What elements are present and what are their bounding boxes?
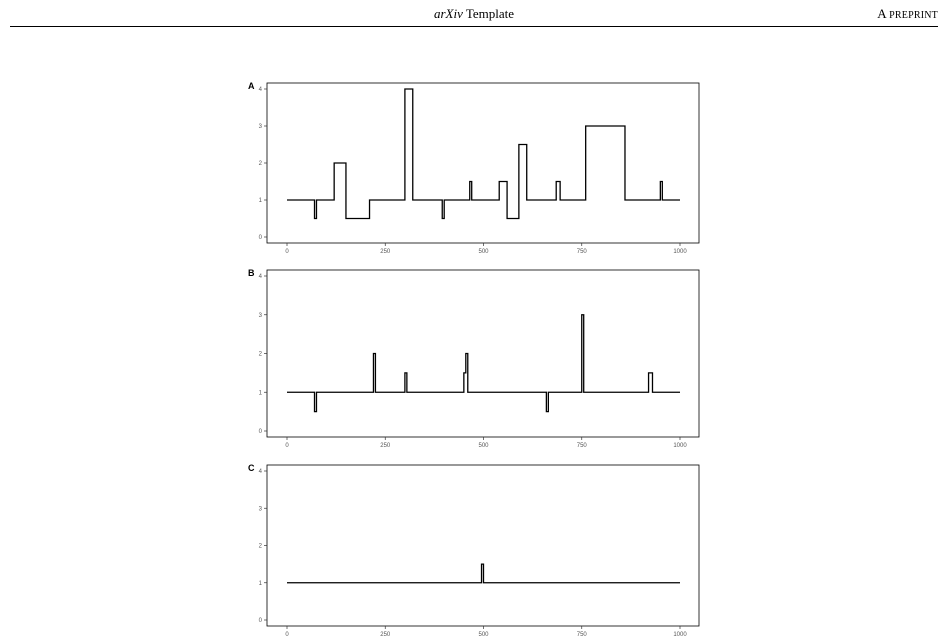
- panel-label: A: [248, 81, 255, 91]
- x-tick-label: 250: [380, 249, 391, 255]
- x-tick-label: 250: [380, 632, 391, 638]
- y-tick-label: 2: [258, 543, 262, 550]
- y-tick-label: 0: [258, 429, 262, 436]
- x-tick-label: 500: [478, 443, 489, 449]
- x-tick-label: 0: [285, 632, 289, 638]
- y-tick-label: 4: [258, 87, 262, 94]
- y-tick-label: 4: [258, 274, 262, 281]
- preprint-label-rest: PREPRINT: [889, 10, 938, 21]
- x-tick-label: 500: [478, 632, 489, 638]
- x-tick-label: 1000: [673, 249, 687, 255]
- series-line: [287, 315, 680, 412]
- x-tick-label: 250: [380, 443, 391, 449]
- y-tick-label: 3: [258, 506, 262, 513]
- y-tick-label: 2: [258, 161, 262, 168]
- running-title-italic: arXiv: [433, 6, 463, 21]
- x-tick-label: 1000: [673, 632, 687, 638]
- panel-label: B: [248, 268, 255, 278]
- y-tick-label: 3: [258, 312, 262, 319]
- series-line: [287, 564, 680, 583]
- panel-frame: [267, 465, 699, 626]
- y-tick-label: 3: [258, 124, 262, 131]
- panel-frame: [267, 83, 699, 243]
- y-tick-label: 0: [258, 235, 262, 242]
- y-tick-label: 0: [258, 618, 262, 625]
- preprint-label-first: A: [877, 6, 886, 21]
- x-tick-label: 750: [576, 632, 587, 638]
- x-tick-label: 750: [576, 249, 587, 255]
- x-tick-label: 500: [478, 249, 489, 255]
- y-tick-label: 1: [258, 580, 262, 587]
- panel-label: C: [248, 463, 255, 473]
- x-tick-label: 750: [576, 443, 587, 449]
- y-tick-label: 1: [258, 198, 262, 205]
- running-title-rest: Template: [465, 6, 515, 21]
- series-line: [287, 89, 680, 219]
- x-tick-label: 0: [285, 443, 289, 449]
- y-tick-label: 1: [258, 390, 262, 397]
- panel-frame: [267, 270, 699, 437]
- y-tick-label: 2: [258, 351, 262, 358]
- y-tick-label: 4: [258, 469, 262, 476]
- x-tick-label: 0: [285, 249, 289, 255]
- x-tick-label: 1000: [673, 443, 687, 449]
